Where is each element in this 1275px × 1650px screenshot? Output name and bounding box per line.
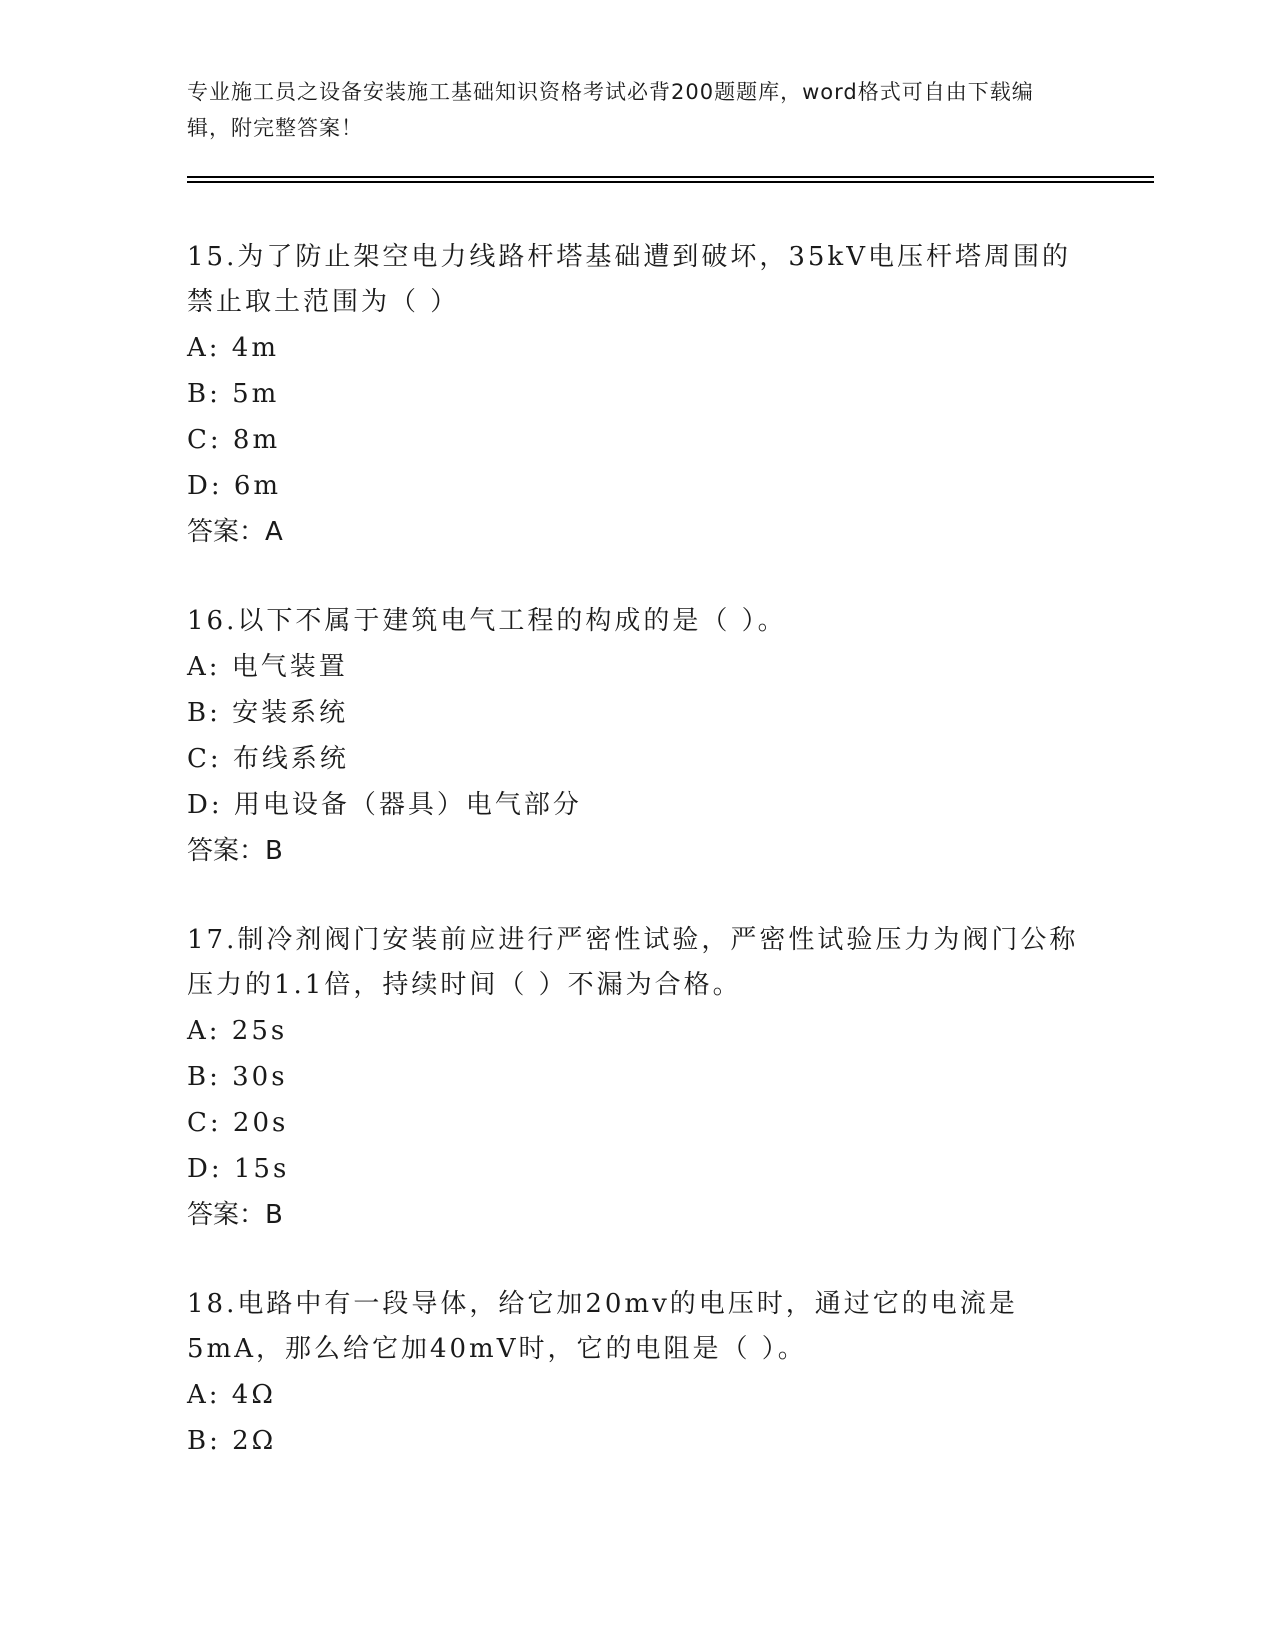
option-c: C: 8m: [187, 425, 281, 455]
option-a: A: 电气装置: [187, 652, 348, 682]
answer: 答案：B: [187, 836, 283, 866]
question-list: [187, 235, 1087, 1508]
question-stem: 18.电路中有一段导体，给它加20mv的电压时，通过它的电流是5mA，那么给它加40mV时，它的电阻是（ ）。: [187, 1289, 1018, 1364]
question-stem: 15.为了防止架空电力线路杆塔基础遭到破坏，35kV电压杆塔周围的禁止取土范围为（ ）: [187, 242, 1071, 317]
option-a: A: 4m: [187, 333, 279, 363]
question-17: [187, 918, 1087, 1238]
document-header: 专业施工员之设备安装施工基础知识资格考试必背200题题库，word格式可自由下载编辑，附完整答案！: [187, 80, 1034, 140]
option-c: C: 20s: [187, 1108, 289, 1138]
question-16: [187, 599, 1087, 874]
option-a: A: 4Ω: [187, 1380, 276, 1410]
question-15: [187, 235, 1087, 555]
answer: 答案：B: [187, 1200, 283, 1230]
option-d: D: 用电设备（器具）电气部分: [187, 790, 582, 820]
option-d: D: 15s: [187, 1154, 290, 1184]
option-a: A: 25s: [187, 1016, 288, 1046]
option-c: C: 布线系统: [187, 744, 349, 774]
answer: 答案：A: [187, 517, 283, 547]
option-b: B: 2Ω: [187, 1426, 277, 1456]
header-rule-top: [187, 176, 1154, 178]
question-18: [187, 1282, 1087, 1464]
question-stem: 17.制冷剂阀门安装前应进行严密性试验，严密性试验压力为阀门公称压力的1.1倍，持续时间（ ）不漏为合格。: [187, 925, 1079, 1000]
option-b: B: 安装系统: [187, 698, 349, 728]
header-rule-bottom: [187, 181, 1154, 183]
question-stem: 16.以下不属于建筑电气工程的构成的是（ ）。: [187, 606, 787, 636]
option-b: B: 30s: [187, 1062, 288, 1092]
option-d: D: 6m: [187, 471, 282, 501]
option-b: B: 5m: [187, 379, 280, 409]
